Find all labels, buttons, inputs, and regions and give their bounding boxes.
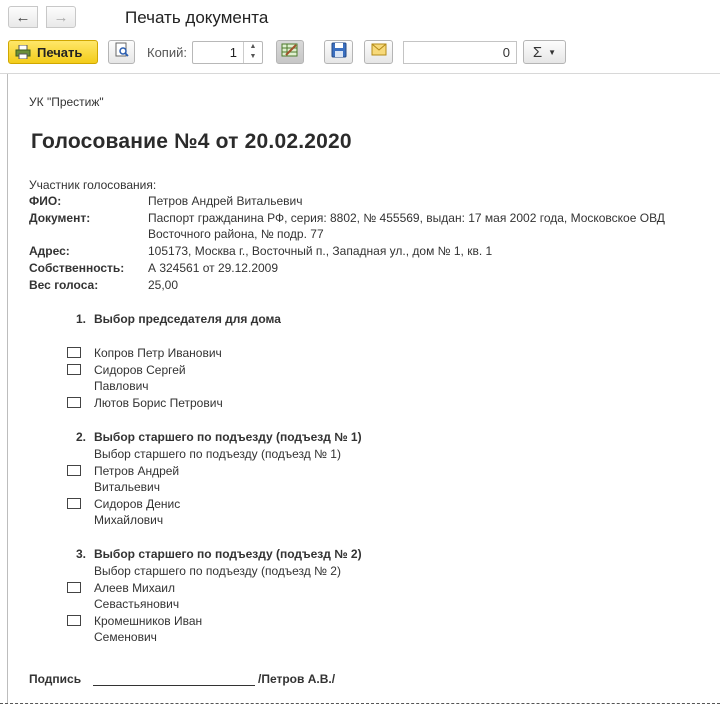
arrow-right-icon: →	[53, 8, 69, 26]
candidate-name: Копров Петр Иванович	[94, 346, 222, 360]
candidate-name: Кромешников Иван	[94, 614, 203, 628]
fio-value: Петров Андрей Витальевич	[148, 194, 303, 208]
window-title: Печать документа	[125, 8, 269, 27]
question-number: 3.	[76, 547, 87, 561]
chevron-down-icon: ▼	[548, 47, 557, 57]
candidate-name-cont: Витальевич	[94, 480, 160, 494]
title-bar	[0, 0, 720, 36]
candidate-name: Сидоров Сергей	[94, 363, 186, 377]
vote-weight-value: 25,00	[148, 278, 179, 292]
signature-label: Подпись	[29, 672, 82, 686]
page-break-line	[0, 703, 720, 704]
organization-name: УК "Престиж"	[29, 95, 104, 109]
print-button[interactable]	[8, 40, 98, 64]
question-number: 1.	[76, 312, 87, 326]
table-edit-icon	[281, 42, 299, 63]
signature-line	[93, 685, 255, 686]
participant-label: Участник голосования:	[29, 178, 157, 192]
candidate-name: Сидоров Денис	[94, 497, 181, 511]
question-subtitle: Выбор старшего по подъезду (подъезд № 2)	[94, 564, 341, 578]
copies-stepper[interactable]	[243, 42, 262, 63]
candidate-name-cont: Севастьянович	[94, 597, 180, 611]
arrow-left-icon: ←	[15, 8, 31, 26]
signature-name: /Петров А.В./	[258, 672, 336, 686]
spreadsheet-document[interactable]	[0, 74, 720, 709]
preview-button[interactable]	[108, 40, 135, 64]
stepper-down-icon[interactable]: ▼	[249, 53, 257, 60]
back-button[interactable]	[8, 6, 38, 28]
print-button-label: Печать	[37, 44, 83, 60]
question-title: Выбор старшего по подъезду (подъезд № 2)	[94, 547, 362, 561]
sum-value: 0	[502, 45, 510, 60]
candidate-name-cont: Семенович	[94, 630, 157, 644]
question-title: Выбор старшего по подъезду (подъезд № 1)	[94, 430, 362, 444]
preview-magnifier-icon	[114, 42, 130, 63]
property-value: А 324561 от 29.12.2009	[148, 261, 279, 275]
vote-checkbox[interactable]	[67, 465, 81, 476]
document-value-line1: Паспорт гражданина РФ, серия: 8802, № 455569, выдан: 17 мая 2002 года, Московское ОВД	[148, 211, 665, 225]
address-value: 105173, Москва г., Восточный п., Западная ул., дом № 1, кв. 1	[148, 244, 493, 258]
printer-icon	[15, 45, 31, 59]
envelope-icon	[371, 43, 387, 61]
candidate-name-cont: Михайлович	[94, 513, 164, 527]
vote-weight-label: Вес голоса:	[29, 278, 99, 292]
edit-mode-button[interactable]	[276, 40, 304, 64]
vote-checkbox[interactable]	[67, 582, 81, 593]
candidate-name: Петров Андрей	[94, 464, 180, 478]
copies-label: Копий:	[147, 45, 187, 60]
question-number: 2.	[76, 430, 87, 444]
address-label: Адрес:	[29, 244, 70, 258]
sum-dropdown-button[interactable]	[523, 40, 566, 64]
candidate-name: Алеев Михаил	[94, 581, 176, 595]
vote-checkbox[interactable]	[67, 498, 81, 509]
document-label: Документ:	[29, 211, 91, 225]
fio-label: ФИО:	[29, 194, 62, 208]
floppy-disk-icon	[331, 42, 347, 63]
toolbar	[0, 36, 720, 68]
stepper-up-icon[interactable]: ▲	[249, 43, 257, 50]
save-button[interactable]	[324, 40, 353, 64]
question-subtitle: Выбор старшего по подъезду (подъезд № 1)	[94, 447, 341, 461]
candidate-name-cont: Павлович	[94, 379, 149, 393]
copies-value: 1	[229, 45, 237, 60]
candidate-name: Лютов Борис Петрович	[94, 396, 223, 410]
vote-checkbox[interactable]	[67, 397, 81, 408]
sum-label: Σ	[532, 43, 543, 61]
property-label: Собственность:	[29, 261, 125, 275]
vote-checkbox[interactable]	[67, 615, 81, 626]
sum-value-field	[403, 41, 517, 64]
vote-checkbox[interactable]	[67, 364, 81, 375]
copies-input[interactable]	[192, 41, 263, 64]
forward-button[interactable]	[46, 6, 76, 28]
vote-checkbox[interactable]	[67, 347, 81, 358]
document-value-line2: Восточного района, № подр. 77	[148, 227, 324, 241]
document-title: Голосование №4 от 20.02.2020	[31, 130, 352, 153]
question-title: Выбор председателя для дома	[94, 312, 281, 326]
send-email-button[interactable]	[364, 40, 393, 64]
